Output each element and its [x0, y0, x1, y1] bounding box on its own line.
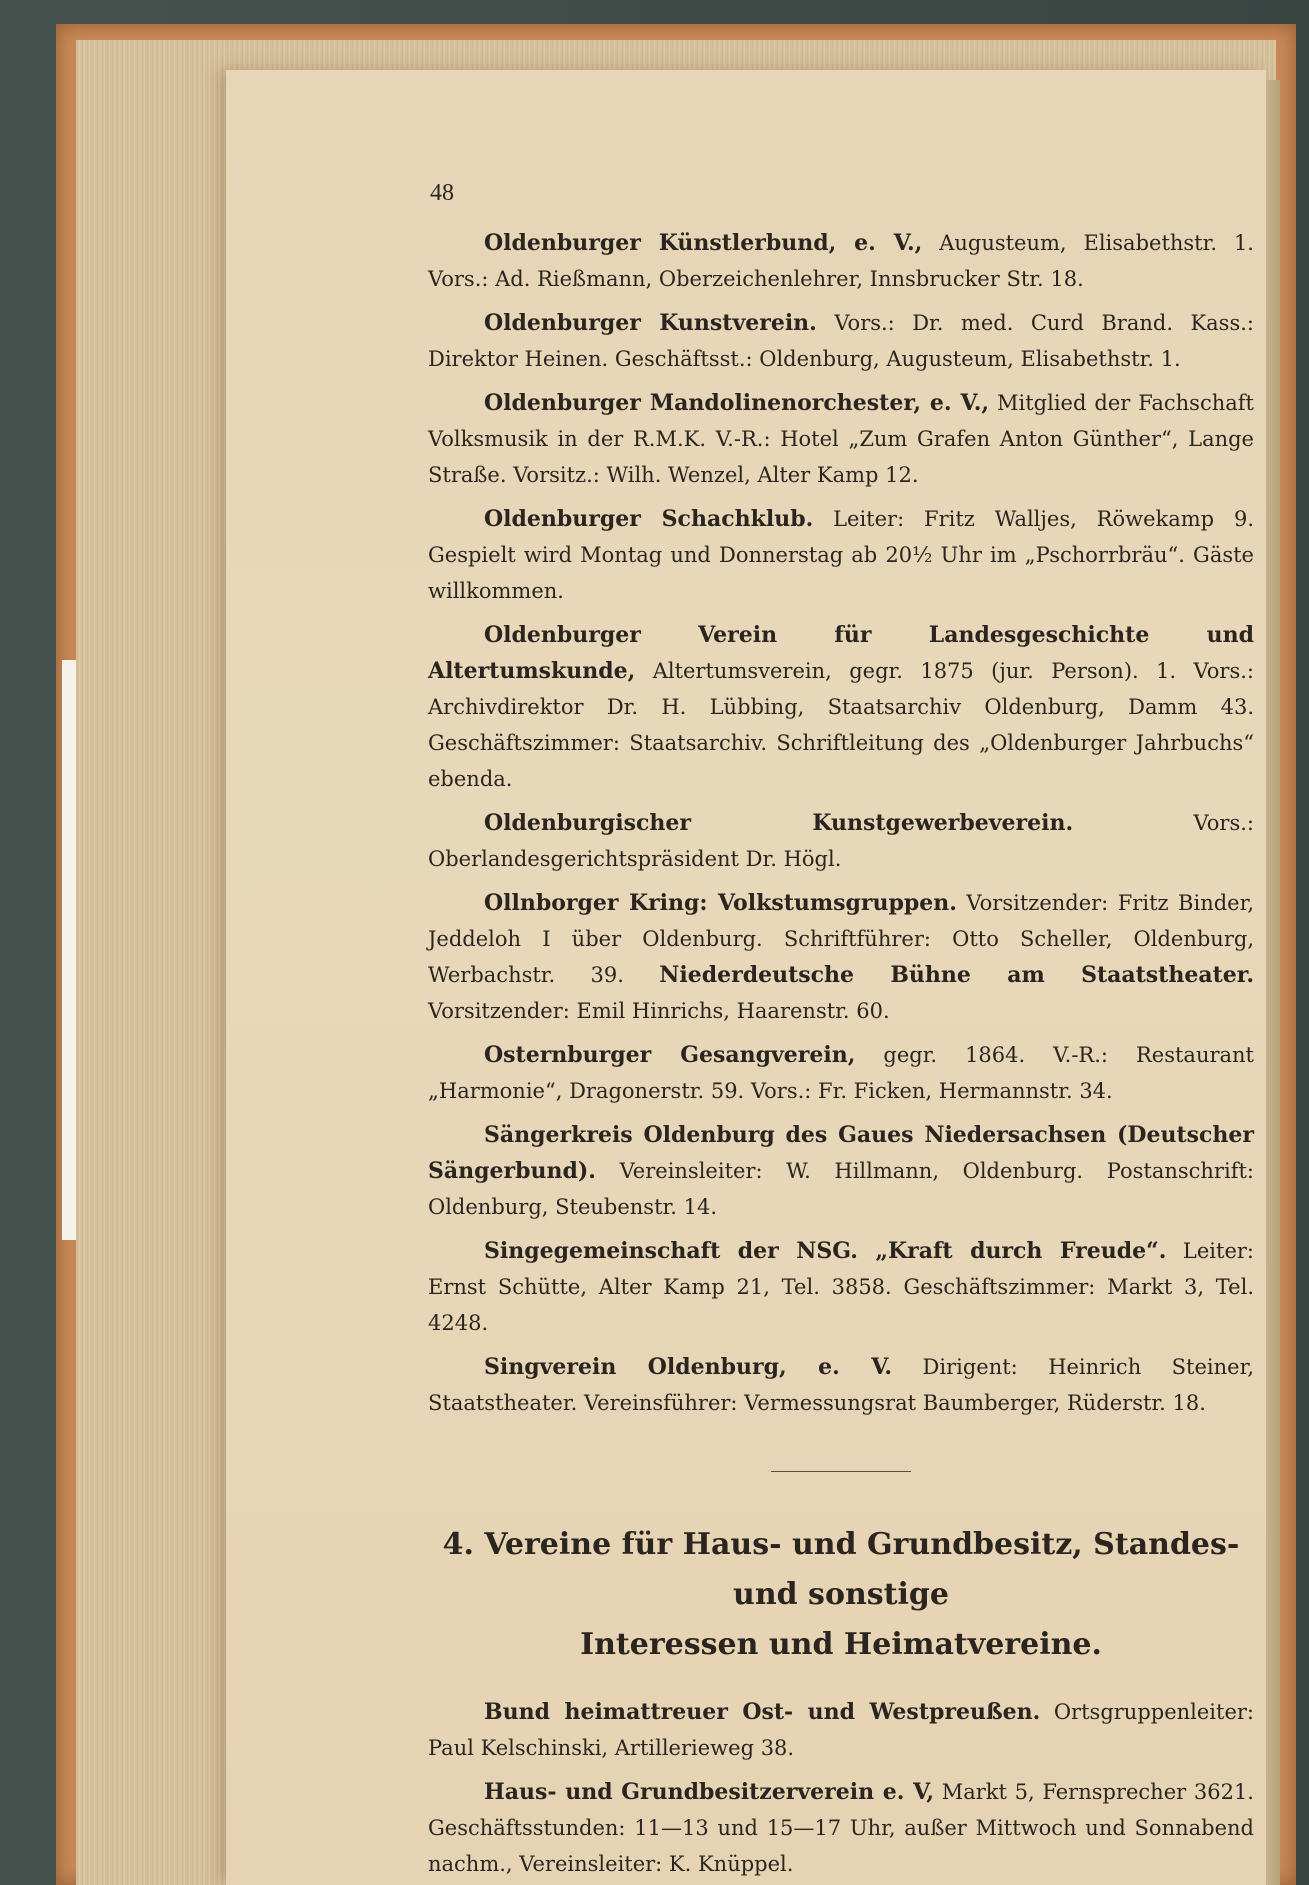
entry-name: Osternburger Gesangverein, [484, 1042, 856, 1068]
entry-text: Leiter: Fritz Walljes, Röwekamp 9. Gespielt wird Montag und Donnerstag ab 20½ Uhr im „Pschorrbräu“. Gäste willkommen. [428, 507, 1254, 603]
entry-name: Oldenburger Schachklub. [484, 506, 814, 532]
entry-mandolinenorchester [428, 385, 1254, 493]
entry-haus-grundbesitzerverein [428, 1774, 1254, 1882]
entry-text: Vors.: Oberlandesgerichtspräsident Dr. Högl. [428, 811, 1254, 871]
entry-text: Augusteum, Elisabethstr. 1. Vors.: Ad. Rießmann, Oberzeichenlehrer, Innsbrucker Str. 18. [428, 231, 1254, 291]
entry-text: Mitglied der Fachschaft Volksmusik in der R.M.K. V.-R.: Hotel „Zum Grafen Anton Günther“, Lange Straße. Vorsitz.: Wilh. Wenzel, Alter Kamp 12. [428, 391, 1254, 487]
entry-text: Leiter: Ernst Schütte, Alter Kamp 21, Tel. 3858. Geschäftszimmer: Markt 3, Tel. 4248. [428, 1239, 1254, 1335]
entry-text-secondary: Vorsitzender: Emil Hinrichs, Haarenstr. 60. [428, 999, 890, 1023]
entry-saengerkreis [428, 1117, 1254, 1225]
entry-name: Haus- und Grundbesitzerverein e. V, [484, 1779, 934, 1805]
entry-text: Markt 5, Fernsprecher 3621. Geschäftsstunden: 11—13 und 15—17 Uhr, außer Mittwoch und Sonnabend nachm., Vereinsleiter: K. Knüppel. [428, 1780, 1254, 1876]
entry-name: Oldenburger Verein für Landesgeschichte und Altertumskunde, [428, 622, 1254, 684]
entry-text: Vors.: Dr. med. Curd Brand. Kass.: Direktor Heinen. Geschäftsst.: Oldenburg, Augusteum, Elisabethstr. 1. [428, 311, 1254, 371]
entry-name: Singverein Oldenburg, e. V. [484, 1354, 893, 1380]
entry-gesangverein [428, 1037, 1254, 1109]
entry-bund-heimattreuer [428, 1694, 1254, 1766]
entry-name-secondary: Niederdeutsche Bühne am Staatstheater. [659, 962, 1254, 988]
page-number: 48 [430, 180, 454, 206]
section-heading-line-2: Interessen und Heimatvereine. [580, 1627, 1102, 1662]
entry-text: Dirigent: Heinrich Steiner, Staatstheater. Vereinsführer: Vermessungsrat Baumberger, Rüderstr. 18. [428, 1355, 1254, 1415]
entry-text: Vorsitzender: Fritz Binder, Jeddeloh I über Oldenburg. Schriftführer: Otto Scheller, Oldenburg, Werbachstr. 39. [428, 891, 1255, 987]
entry-landesgeschichte [428, 617, 1254, 797]
entry-name: Oldenburger Mandolinenorchester, e. V., [484, 390, 990, 416]
page-content [428, 180, 1254, 1885]
entry-name: Sängerkreis Oldenburg des Gaues Niedersachsen (Deutscher Sängerbund). [428, 1122, 1254, 1184]
entry-text: Altertumsverein, gegr. 1875 (jur. Person). 1. Vors.: Archivdirektor Dr. H. Lübbing, Staatsarchiv Oldenburg, Damm 43. Geschäftszimmer: Staatsarchiv. Schriftleitung des „Oldenburger Jahrbuchs“ ebenda. [428, 659, 1254, 791]
section-heading [428, 1520, 1254, 1670]
entry-name: Oldenburger Kunstverein. [484, 310, 817, 336]
entry-name: Oldenburger Künstlerbund, e. V., [484, 230, 923, 256]
entry-name: Oldenburgischer Kunstgewerbeverein. [484, 810, 1074, 836]
entry-text: Vereinsleiter: W. Hillmann, Oldenburg. Postanschrift: Oldenburg, Steubenstr. 14. [428, 1159, 1254, 1219]
entry-name: Bund heimattreuer Ost- und Westpreußen. [484, 1699, 1041, 1725]
entry-kunstverein [428, 305, 1254, 377]
entry-name: Singegemeinschaft der NSG. „Kraft durch Freude“. [484, 1238, 1167, 1264]
entry-text: Ortsgruppenleiter: Paul Kelschinski, Artillerieweg 38. [428, 1700, 1254, 1760]
entry-singegemeinschaft [428, 1233, 1254, 1341]
entry-kunstgewerbeverein [428, 805, 1254, 877]
entry-singverein [428, 1349, 1254, 1421]
entry-text: gegr. 1864. V.-R.: Restaurant „Harmonie“, Dragonerstr. 59. Vors.: Fr. Ficken, Hermannstr. 34. [428, 1043, 1254, 1103]
entry-ollnborger-kring [428, 885, 1254, 1029]
entry-kuenstlerbund [428, 225, 1254, 297]
entry-schachklub [428, 501, 1254, 609]
entry-name: Ollnborger Kring: Volkstumsgruppen. [484, 890, 957, 916]
section-heading-line-1: 4. Vereine für Haus- und Grundbesitz, Standes- und sonstige [442, 1527, 1240, 1612]
section-divider [771, 1471, 911, 1472]
